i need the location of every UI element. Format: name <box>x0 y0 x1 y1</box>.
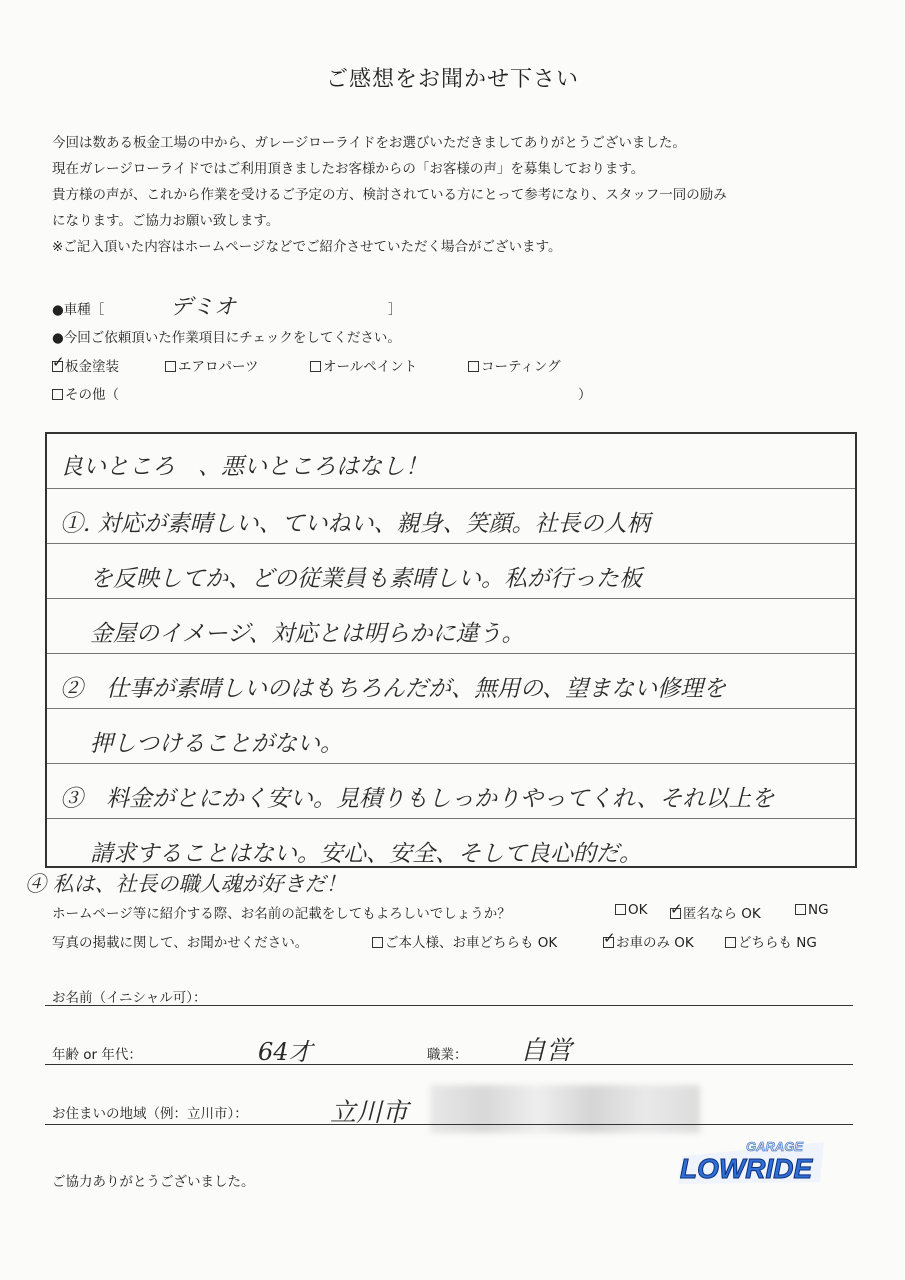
homepage-option-anonymous[interactable]: ✓ 匿名なら OK <box>670 902 761 922</box>
age-value[interactable]: 64才 <box>258 1038 313 1066</box>
ruled-line <box>47 818 855 819</box>
redacted-address <box>430 1085 700 1133</box>
job-value[interactable]: 自営 <box>520 1036 573 1066</box>
car-close-bracket: ］ <box>388 302 402 318</box>
work-option-allpaint[interactable]: オールペイント <box>310 355 417 375</box>
photo-question: 写真の掲載に関して、お聞かせください。 <box>52 935 309 951</box>
work-option-aero[interactable]: エアロパーツ <box>165 355 258 375</box>
logo-main-text: LOWRIDE <box>680 1153 813 1184</box>
work-option-other[interactable]: その他（ <box>52 383 119 403</box>
intro-line: になります。ご協力お願い致します。 <box>52 213 280 229</box>
checkbox-icon[interactable] <box>603 937 614 948</box>
comment-overflow-line: ④ 私は、社長の職人魂が好きだ！ <box>25 872 347 896</box>
checkbox-icon[interactable] <box>615 904 626 915</box>
form-title: ご感想をお聞かせ下さい <box>325 67 579 92</box>
photo-option-both[interactable]: ご本人様、お車どちらも OK <box>372 931 557 951</box>
logo-top-text: GARAGE <box>746 1139 804 1154</box>
photo-option-ng[interactable]: どちらも NG <box>725 931 817 951</box>
comment-line: 請求することはない。安心、安全、そして良心的だ。 <box>90 841 642 867</box>
comment-line: 金屋のイメージ、対応とは明らかに違う。 <box>90 621 525 647</box>
name-label: お名前（イニシャル可）： <box>52 990 207 1006</box>
comment-line: ② 仕事が素晴しいのはもちろんだが、無用の、望まない修理を <box>60 676 727 702</box>
intro-line: 現在ガレージローライドではご利用頂きましたお客様からの「お客様の声」を募集しております。 <box>52 161 645 177</box>
garage-lowride-logo <box>676 1134 826 1186</box>
checkbox-icon[interactable] <box>52 389 63 400</box>
homepage-option-ok[interactable]: OK <box>615 902 647 918</box>
intro-text <box>52 130 862 260</box>
checkbox-icon[interactable] <box>310 361 321 372</box>
comment-line: を反映してか、どの従業員も素晴しい。私が行った板 <box>90 566 642 592</box>
homepage-option-ng[interactable]: NG <box>795 902 829 918</box>
comment-line: 良いところ 、悪いところはなし！ <box>60 454 428 480</box>
intro-line: 貴方様の声が、これから作業を受けるご予定の方、検討されている方にとって参考になり、スタッフ一同の励み <box>52 187 727 203</box>
ruled-line <box>47 708 855 709</box>
work-label: ●今回ご依頼頂いた作業項目にチェックをしてください。 <box>52 330 401 346</box>
checkbox-icon[interactable] <box>372 937 383 948</box>
checkbox-icon[interactable] <box>165 361 176 372</box>
homepage-question: ホームページ等に紹介する際、お名前の記載をしてもよろしいでしょうか？ <box>52 906 511 922</box>
comment-line: ③ 料金がとにかく安い。見積りもしっかりやってくれ、それ以上を <box>60 786 775 812</box>
area-value[interactable]: 立川市 <box>330 1098 409 1128</box>
checkbox-icon[interactable] <box>670 908 681 919</box>
comment-line: 押しつけることがない。 <box>90 731 343 757</box>
ruled-line <box>47 598 855 599</box>
comment-line: ①. 対応が素晴しい、ていねい、親身、笑顔。社長の人柄 <box>60 511 650 537</box>
work-option-coating[interactable]: コーティング <box>468 355 561 375</box>
ruled-line <box>47 653 855 654</box>
car-value[interactable]: デミオ <box>170 295 237 320</box>
work-option-bankin[interactable]: ✓板金塗装 <box>52 355 119 375</box>
intro-line: ※ご記入頂いた内容はホームページなどでご紹介させていただく場合がございます。 <box>52 239 562 255</box>
age-underline <box>45 1064 853 1065</box>
checkbox-icon[interactable] <box>468 361 479 372</box>
area-label: お住まいの地域（例：立川市）： <box>52 1106 248 1122</box>
car-label: ●車種［ <box>52 302 105 318</box>
intro-line: 今回は数ある板金工場の中から、ガレージローライドをお選びいただきましてありがとうございました。 <box>52 135 686 151</box>
other-close-bracket: ） <box>578 387 592 403</box>
checkbox-icon[interactable] <box>795 904 806 915</box>
ruled-line <box>47 763 855 764</box>
checkbox-icon[interactable] <box>725 937 736 948</box>
name-underline <box>45 1005 853 1006</box>
closing-text: ご協力ありがとうございました。 <box>52 1174 255 1190</box>
ruled-line <box>47 543 855 544</box>
age-label: 年齢 or 年代： <box>52 1047 142 1063</box>
logo-graphic <box>676 1134 826 1186</box>
ruled-line <box>47 488 855 489</box>
checkbox-icon[interactable] <box>52 361 63 372</box>
job-label: 職業： <box>427 1047 468 1063</box>
area-underline <box>45 1124 853 1125</box>
photo-option-car-only[interactable]: ✓ お車のみ OK <box>603 931 694 951</box>
